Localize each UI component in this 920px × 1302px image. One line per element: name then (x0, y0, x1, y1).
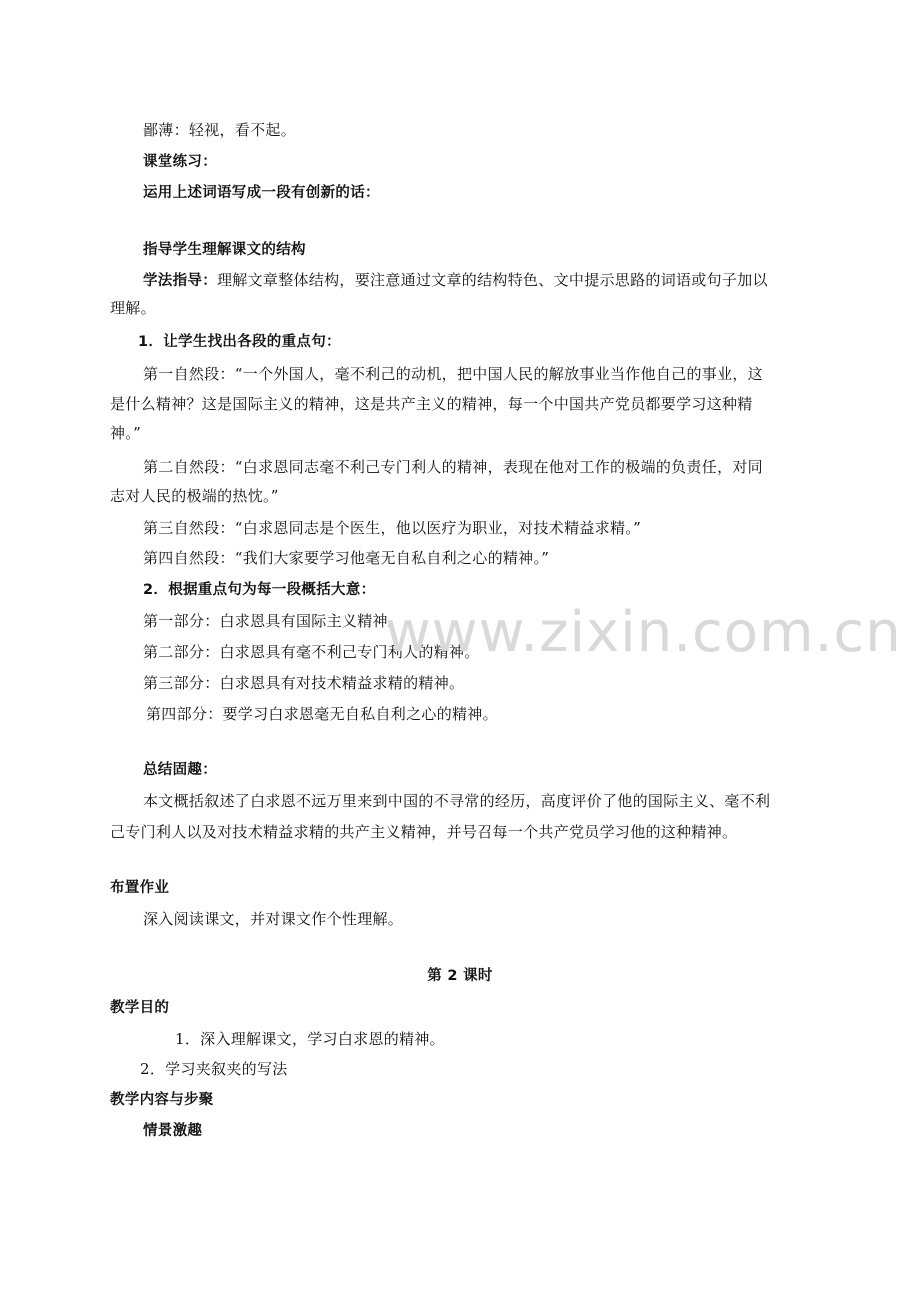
step1-heading: 1．让学生找出各段的重点句： (138, 334, 341, 350)
para1-line3: 神。” (110, 424, 142, 442)
homework-heading: 布置作业 (110, 880, 170, 896)
method-paragraph-line1 (143, 270, 810, 291)
summary-heading: 总结固趣： (143, 762, 217, 778)
goal-2: 2．学习夹叙夹的写法 (140, 1060, 288, 1078)
part2: 第二部分：白求恩具有毫不利己专门利人的精神。 (143, 643, 480, 661)
vocab-definition: 鄙薄：轻视，看不起。 (143, 121, 297, 139)
summary-line2: 己专门利人以及对技术精益求精的共产主义精神，并号召每一个共产党员学习他的这种精神。 (110, 823, 738, 841)
homework-text: 深入阅读课文，并对课文作个性理解。 (143, 910, 404, 928)
para2-line1: 第二自然段：“白求恩同志毫不利己专门利人的精神，表现在他对工作的极端的负责任，对同 (143, 458, 763, 476)
para3: 第三自然段：“白求恩同志是个医生，他以医疗为职业，对技术精益求精。” (143, 519, 642, 537)
part1: 第一部分：白求恩具有国际主义精神。 (143, 612, 404, 630)
structure-heading: 指导学生理解课文的结构 (143, 242, 306, 258)
method-paragraph-line2: 理解。 (110, 299, 156, 317)
method-text: 理解文章整体结构，要注意通过文章的结构特色、文中提示思路的词语或句子加以 (217, 271, 768, 289)
goal-1: 1．深入理解课文，学习白求恩的精神。 (175, 1030, 445, 1048)
part4: 第四部分：要学习白求恩毫无自私自利之心的精神。 (146, 705, 498, 723)
content-heading: 教学内容与步聚 (110, 1092, 214, 1108)
practice-instruction: 运用上述词语写成一段有创新的话： (143, 185, 380, 201)
watermark: www.zixin.com.cn (385, 600, 902, 665)
goals-heading: 教学目的 (110, 1000, 170, 1016)
para1-line1: 第一自然段：“一个外国人，毫不利己的动机，把中国人民的解放事业当作他自己的事业，这 (143, 365, 763, 383)
lesson2-title: 第 2 课时 (427, 968, 493, 984)
para2-line2: 志对人民的极端的热忱。” (110, 487, 279, 505)
method-label: 学法指导： (143, 273, 217, 289)
para4: 第四自然段：“我们大家要学习他毫无自私自利之心的精神。” (143, 549, 550, 567)
summary-line1: 本文概括叙述了白求恩不远万里来到中国的不寻常的经历，高度评价了他的国际主义、毫不利 (143, 792, 771, 810)
step2-heading: 2．根据重点句为每一段概括大意： (143, 582, 376, 598)
para1-line2: 是什么精神？这是国际主义的精神，这是共产主义的精神，每一个中国共产党员都要学习这种精 (110, 395, 753, 413)
intro-heading: 情景激趣 (143, 1123, 203, 1139)
practice-title: 课堂练习： (143, 154, 217, 170)
part3: 第三部分：白求恩具有对技术精益求精的精神。 (143, 674, 465, 692)
